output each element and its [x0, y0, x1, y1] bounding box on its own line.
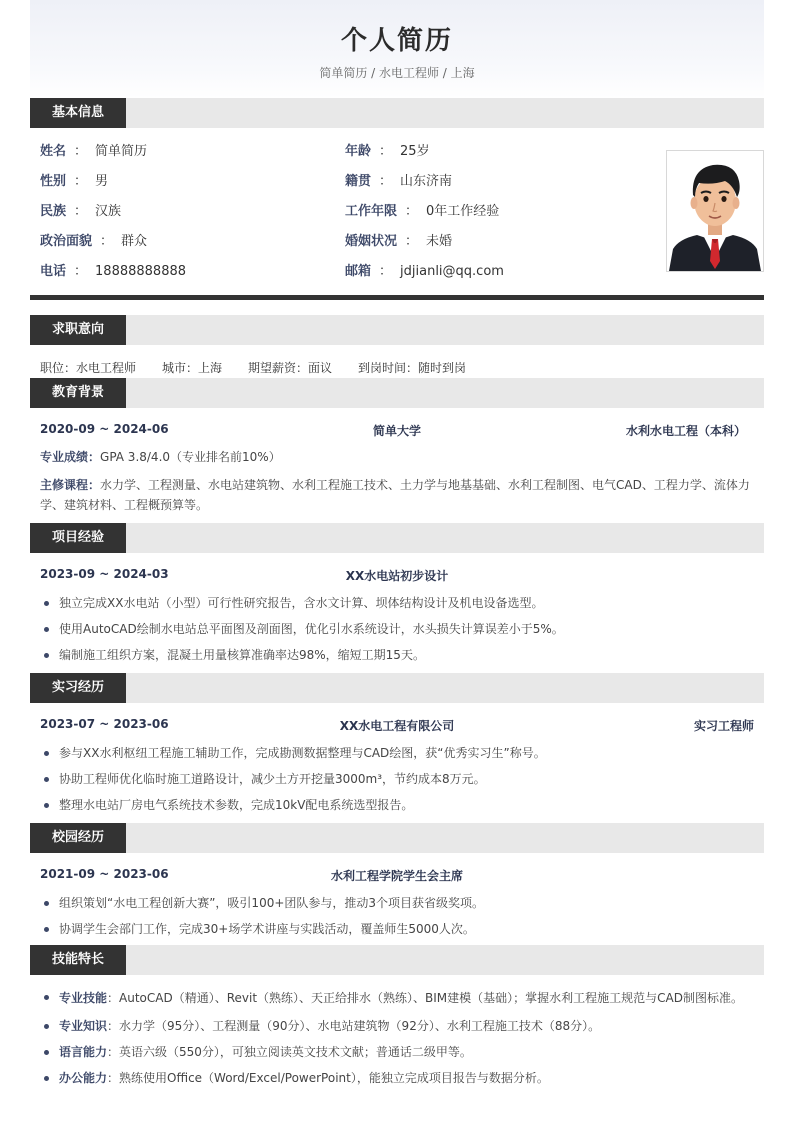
info-hometown: 籍贯 ： 山东济南 — [345, 174, 453, 189]
campus-header — [40, 867, 754, 885]
info-label: 性别 — [40, 174, 67, 189]
info-label: 姓名 — [40, 144, 67, 159]
section-title-skills: 技能特长 — [30, 945, 126, 975]
info-label: 民族 — [40, 204, 67, 219]
education-header — [40, 422, 754, 440]
info-label: 婚姻状况 — [345, 234, 398, 249]
skill-label: 办公能力 — [59, 1071, 108, 1085]
section-title-projects: 项目经验 — [30, 523, 126, 553]
list-item: 协助工程师优化临时施工道路设计，减少土方开挖量3000m³，节约成本8万元。 — [40, 770, 754, 788]
info-phone: 电话 ： 18888888888 — [40, 264, 187, 279]
project-header — [40, 567, 754, 585]
section-bar-campus — [30, 823, 764, 853]
section-title-education: 教育背景 — [30, 378, 126, 408]
avatar-portrait-icon — [667, 151, 763, 271]
info-value: 未婚 — [426, 234, 453, 249]
section-bar-projects — [30, 523, 764, 553]
list-item: 整理水电站厂房电气系统技术参数，完成10kV配电系统选型报告。 — [40, 796, 754, 814]
info-value: 0年工作经验 — [426, 204, 500, 219]
info-value: 男 — [95, 174, 109, 189]
skill-text: ：AutoCAD（精通）、Revit（熟练）、天正给排水（熟练）、BIM建模（基础）；掌握水利工程施工规范与CAD制图标准。 — [107, 991, 743, 1005]
info-value: 18888888888 — [95, 264, 187, 279]
info-gender: 性别 ： 男 — [40, 174, 109, 189]
section-title-intent: 求职意向 — [30, 315, 126, 345]
section-divider — [30, 295, 764, 300]
section-bar-internship — [30, 673, 764, 703]
intent-arrival: 到岗时间：随时到岗 — [358, 361, 467, 375]
education-major: 水利水电工程（本科） — [625, 424, 746, 438]
internship-company: XX水电工程有限公司 — [339, 719, 455, 733]
info-marital: 婚姻状况 ： 未婚 — [345, 234, 453, 249]
info-label: 工作年限 — [345, 204, 398, 219]
info-email: 邮箱 ： jdjianli@qq.com — [345, 264, 504, 279]
internship-date: 2023-07 ~ 2023-06 — [40, 717, 169, 731]
list-item: 组织策划“水电工程创新大赛”，吸引100+团队参与，推动3个项目获省级奖项。 — [40, 894, 754, 912]
list-item: 协调学生会部门工作，完成30+场学术讲座与实践活动，覆盖师生5000人次。 — [40, 920, 754, 938]
skill-label: 语言能力 — [59, 1045, 108, 1059]
section-title-internship: 实习经历 — [30, 673, 126, 703]
campus-org: 水利工程学院学生会主席 — [330, 869, 463, 883]
skill-label: 专业知识 — [59, 1019, 108, 1033]
section-title-basic: 基本信息 — [30, 98, 126, 128]
list-item — [40, 1043, 754, 1061]
section-bar-intent — [30, 315, 764, 345]
skills-list — [40, 988, 754, 1087]
skill-text: ：熟练使用Office（Word/Excel/PowerPoint），能独立完成项目报告与数据分析。 — [107, 1071, 549, 1085]
page-subtitle: 简单简历 / 水电工程师 / 上海 — [319, 66, 475, 80]
avatar — [666, 150, 764, 272]
education-courses — [40, 475, 752, 515]
courses-value: 水力学、工程测量、水电站建筑物、水利工程施工技术、土力学与地基基础、水利工程制图、电气CAD、工程力学、流体力学、建筑材料、工程概预算等。 — [40, 478, 750, 512]
intent-salary: 期望薪资：面议 — [248, 361, 333, 375]
section-bar-basic — [30, 98, 764, 128]
info-label: 籍贯 — [345, 174, 372, 189]
education-date: 2020-09 ~ 2024-06 — [40, 422, 169, 436]
campus-date: 2021-09 ~ 2023-06 — [40, 867, 169, 881]
intent-position: 职位：水电工程师 — [40, 361, 137, 375]
info-value: 简单简历 — [95, 144, 148, 159]
list-item: 使用AutoCAD绘制水电站总平面图及剖面图，优化引水系统设计，水头损失计算误差小于5%。 — [40, 620, 754, 638]
section-bar-skills — [30, 945, 764, 975]
skill-text: ：水力学（95分）、工程测量（90分）、水电站建筑物（92分）、水利工程施工技术（88分）。 — [107, 1019, 601, 1033]
internship-header — [40, 717, 754, 735]
list-item — [40, 1069, 754, 1087]
courses-label: 主修课程： — [40, 478, 101, 492]
job-intent — [40, 359, 492, 376]
internship-list — [40, 744, 754, 814]
info-politics: 政治面貌 ： 群众 — [40, 234, 148, 249]
list-item: 编制施工组织方案，混凝土用量核算准确率达98%，缩短工期15天。 — [40, 646, 754, 664]
internship-role: 实习工程师 — [693, 719, 754, 733]
list-item — [40, 988, 754, 1009]
list-item — [40, 1017, 754, 1035]
education-school: 简单大学 — [372, 424, 421, 438]
info-value: 山东济南 — [400, 174, 453, 189]
info-value: 群众 — [121, 234, 148, 249]
list-item: 独立完成XX水电站（小型）可行性研究报告，含水文计算、坝体结构设计及机电设备选型。 — [40, 594, 754, 612]
project-list — [40, 594, 754, 664]
info-value: 25岁 — [400, 144, 430, 159]
info-age: 年龄 ： 25岁 — [345, 144, 430, 159]
info-value: jdjianli@qq.com — [400, 264, 504, 279]
info-label: 电话 — [40, 264, 67, 279]
project-date: 2023-09 ~ 2024-03 — [40, 567, 169, 581]
info-label: 政治面貌 — [40, 234, 93, 249]
section-bar-education — [30, 378, 764, 408]
info-name: 姓名 ： 简单简历 — [40, 144, 148, 159]
info-experience: 工作年限 ： 0年工作经验 — [345, 204, 500, 219]
project-name: XX水电站初步设计 — [345, 569, 449, 583]
info-label: 年龄 — [345, 144, 372, 159]
intent-city: 城市：上海 — [162, 361, 223, 375]
skill-text: ：英语六级（550分），可独立阅读英文技术文献；普通话二级甲等。 — [107, 1045, 472, 1059]
page-title: 个人简历 — [340, 26, 453, 56]
info-ethnicity: 民族 ： 汉族 — [40, 204, 122, 219]
gpa-label: 专业成绩： — [40, 450, 101, 464]
resume-header — [30, 0, 764, 98]
section-title-campus: 校园经历 — [30, 823, 126, 853]
info-value: 汉族 — [95, 204, 122, 219]
info-label: 邮箱 — [345, 264, 372, 279]
education-gpa — [40, 447, 752, 467]
campus-list — [40, 894, 754, 938]
gpa-value: GPA 3.8/4.0（专业排名前10%） — [100, 450, 281, 464]
list-item: 参与XX水利枢纽工程施工辅助工作，完成勘测数据整理与CAD绘图，获“优秀实习生”称号。 — [40, 744, 754, 762]
skill-label: 专业技能 — [59, 991, 108, 1005]
